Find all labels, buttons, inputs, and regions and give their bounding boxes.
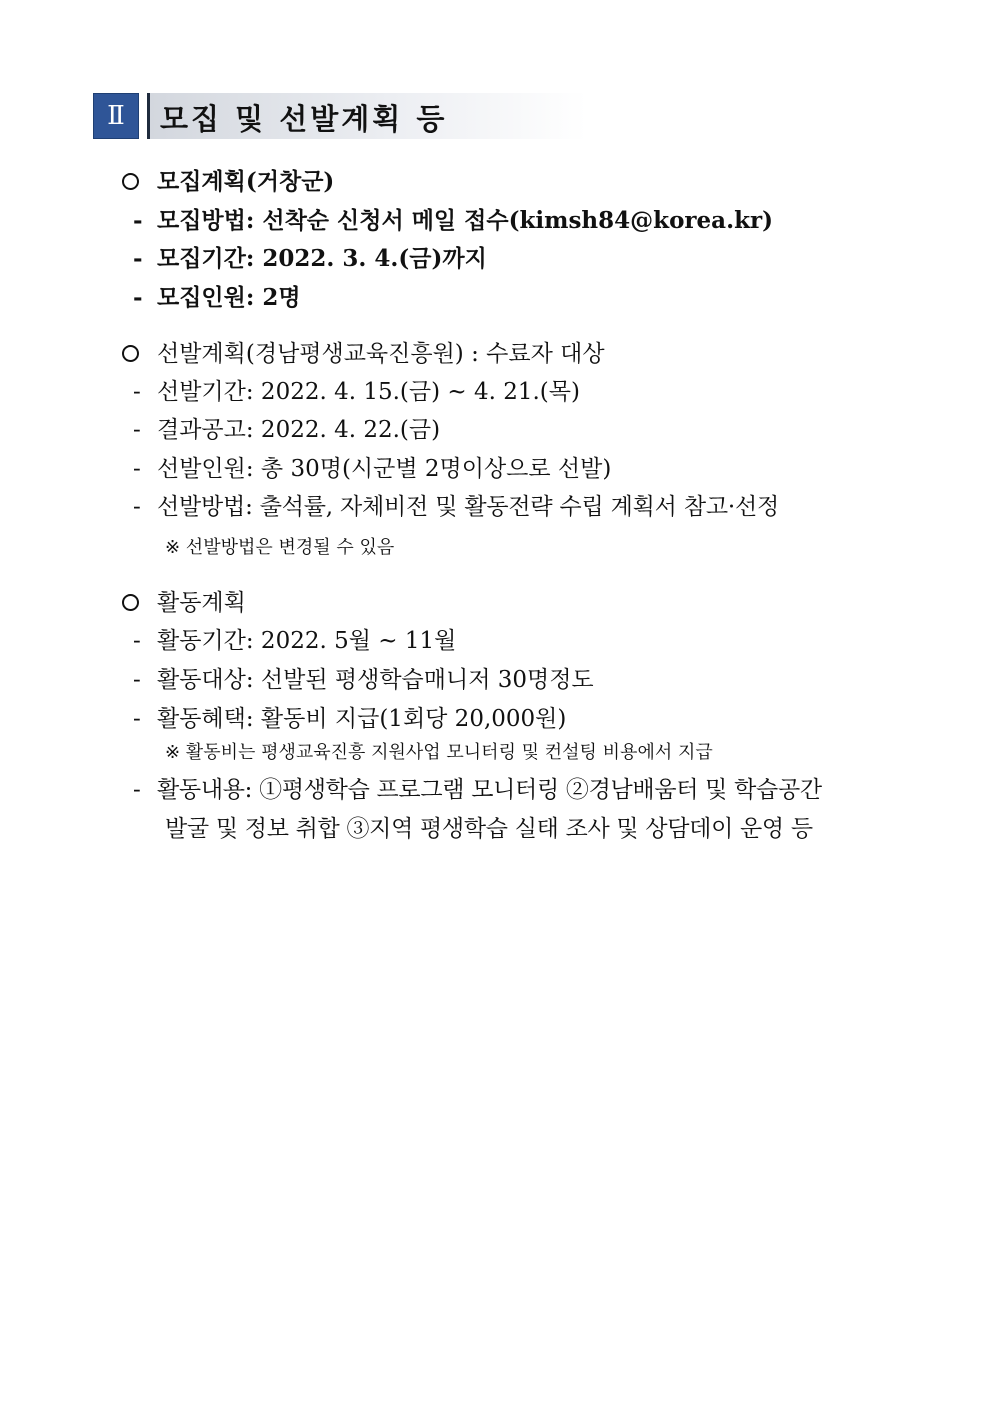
activity-heading: 활동계획 [122,588,246,618]
recruit-period: - 모집기간: 2022. 3. 4.(금)까지 [133,245,487,272]
selection-heading: 선발계획(경남평생교육진흥원) : 수료자 대상 [122,339,605,369]
selection-announcement: - 결과공고: 2022. 4. 22.(금) [133,417,441,443]
recruit-heading: 모집계획(거창군) [122,167,334,197]
activity-benefit: - 활동혜택: 활동비 지급(1회당 20,000원) [133,706,567,732]
selection-method: - 선발방법: 출석률, 자체비전 및 활동전략 수립 계획서 참고·선정 [133,494,779,520]
selection-count: - 선발인원: 총 30명(시군별 2명이상으로 선발) [133,456,612,482]
activity-content: - 활동내용: ①평생학습 프로그램 모니터링 ②경남배움터 및 학습공간 [133,777,822,803]
recruit-count: - 모집인원: 2명 [133,284,301,311]
selection-note: ※ 선발방법은 변경될 수 있음 [165,537,395,558]
activity-content-continued: 발굴 및 정보 취합 ③지역 평생학습 실태 조사 및 상담데이 운영 등 [165,816,813,842]
recruit-method: - 모집방법: 선착순 신청서 메일 접수(kimsh84@korea.kr) [133,207,774,234]
circle-bullet-icon [122,173,139,190]
circle-bullet-icon [122,594,139,611]
section-number: Ⅱ [93,93,139,139]
section-title: 모집 및 선발계획 등 [160,102,448,136]
circle-bullet-icon [122,345,139,362]
section-title-box [147,93,587,139]
section-header [93,93,593,139]
activity-period: - 활동기간: 2022. 5월 ~ 11월 [133,628,457,654]
activity-target: - 활동대상: 선발된 평생학습매니저 30명정도 [133,667,594,693]
selection-period: - 선발기간: 2022. 4. 15.(금) ~ 4. 21.(목) [133,379,580,405]
activity-note: ※ 활동비는 평생교육진흥 지원사업 모니터링 및 컨설팅 비용에서 지급 [165,742,713,763]
